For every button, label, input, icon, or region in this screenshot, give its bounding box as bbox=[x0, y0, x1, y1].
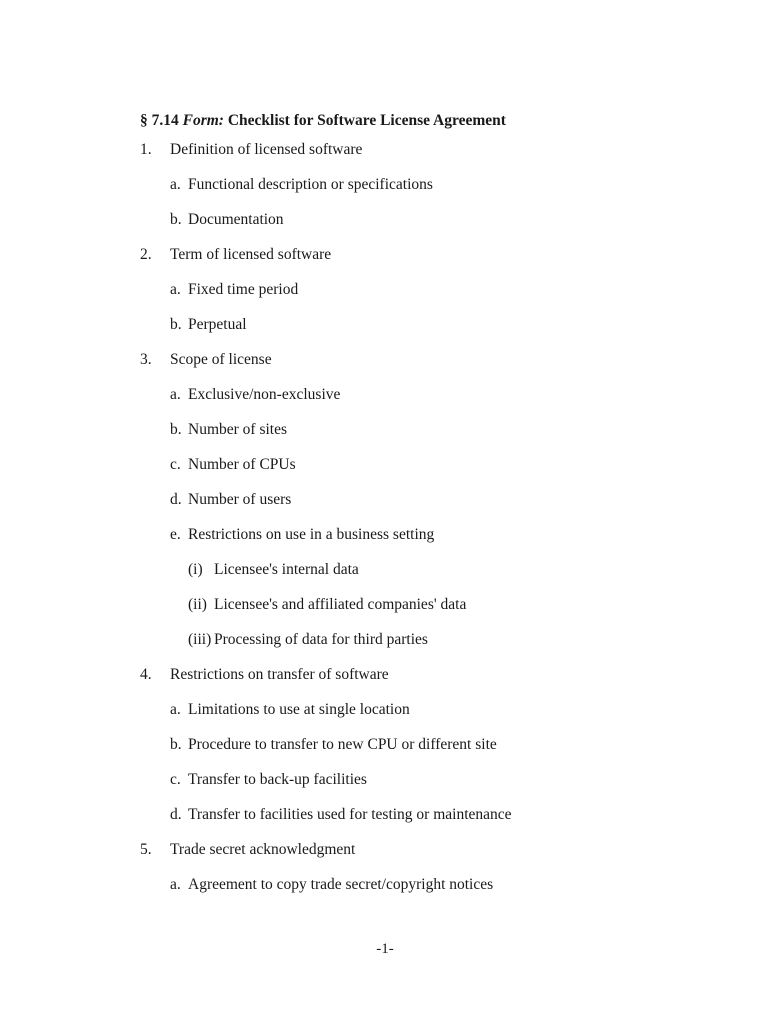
item-text: Documentation bbox=[188, 210, 284, 228]
item-text: Trade secret acknowledgment bbox=[170, 840, 356, 858]
checklist-item bbox=[140, 657, 710, 692]
checklist-item bbox=[170, 692, 710, 727]
item-text: Term of licensed software bbox=[170, 245, 332, 263]
item-text: Restrictions on transfer of software bbox=[170, 665, 389, 683]
item-marker: a. bbox=[170, 175, 181, 193]
checklist-item bbox=[170, 447, 710, 482]
checklist-item bbox=[140, 832, 710, 867]
item-text: Licensee's and affiliated companies' data bbox=[214, 595, 467, 613]
item-marker: d. bbox=[170, 805, 182, 823]
item-text: Definition of licensed software bbox=[170, 140, 363, 158]
item-text: Transfer to back-up facilities bbox=[188, 770, 367, 788]
item-marker: a. bbox=[170, 875, 181, 893]
item-text: Perpetual bbox=[188, 315, 247, 333]
item-text: Transfer to facilities used for testing or maintenance bbox=[188, 805, 512, 823]
page-number: -1- bbox=[376, 941, 394, 957]
item-marker: e. bbox=[170, 525, 181, 543]
item-text: Procedure to transfer to new CPU or different site bbox=[188, 735, 497, 753]
item-marker: 5. bbox=[140, 840, 152, 858]
item-text: Scope of license bbox=[170, 350, 272, 368]
checklist-item bbox=[170, 307, 710, 342]
checklist-item bbox=[170, 202, 710, 237]
item-text: Limitations to use at single location bbox=[188, 700, 410, 718]
checklist-item bbox=[140, 132, 710, 167]
item-text: Licensee's internal data bbox=[214, 560, 359, 578]
checklist-item bbox=[188, 552, 710, 587]
checklist-item bbox=[188, 622, 710, 657]
checklist-item bbox=[188, 587, 710, 622]
item-text: Exclusive/non-exclusive bbox=[188, 385, 341, 403]
title-text: Checklist for Software License Agreement bbox=[227, 112, 506, 129]
checklist-item bbox=[170, 727, 710, 762]
checklist-item bbox=[170, 867, 710, 902]
item-marker: 4. bbox=[140, 665, 152, 683]
item-marker: d. bbox=[170, 490, 182, 508]
item-text: Number of users bbox=[188, 490, 292, 508]
item-text: Restrictions on use in a business setting bbox=[188, 525, 435, 543]
item-marker: b. bbox=[170, 210, 182, 228]
section-number: § 7.14 bbox=[140, 112, 179, 129]
form-label: Form: bbox=[182, 112, 224, 129]
checklist-item bbox=[170, 412, 710, 447]
item-marker: b. bbox=[170, 315, 182, 333]
item-text: Number of sites bbox=[188, 420, 288, 438]
checklist-item bbox=[140, 237, 710, 272]
item-marker: 2. bbox=[140, 245, 152, 263]
checklist-item bbox=[170, 762, 710, 797]
item-marker: c. bbox=[170, 770, 181, 788]
item-marker: a. bbox=[170, 385, 181, 403]
item-text: Agreement to copy trade secret/copyright notices bbox=[188, 875, 494, 893]
checklist-item bbox=[140, 342, 710, 377]
item-marker: b. bbox=[170, 420, 182, 438]
checklist bbox=[140, 132, 710, 902]
item-marker: 1. bbox=[140, 140, 152, 158]
checklist-item bbox=[170, 517, 710, 552]
item-marker: c. bbox=[170, 455, 181, 473]
item-text: Processing of data for third parties bbox=[214, 630, 428, 648]
item-marker: a. bbox=[170, 280, 181, 298]
page-title bbox=[140, 110, 690, 132]
item-marker: (ii) bbox=[188, 595, 207, 613]
item-text: Fixed time period bbox=[188, 280, 299, 298]
item-marker: a. bbox=[170, 700, 181, 718]
checklist-item bbox=[170, 482, 710, 517]
checklist-item bbox=[170, 272, 710, 307]
item-marker: (i) bbox=[188, 560, 203, 578]
item-text: Functional description or specifications bbox=[188, 175, 433, 193]
checklist-item bbox=[170, 377, 710, 412]
item-marker: (iii) bbox=[188, 630, 212, 648]
item-text: Number of CPUs bbox=[188, 455, 296, 473]
item-marker: b. bbox=[170, 735, 182, 753]
checklist-item bbox=[170, 797, 710, 832]
item-marker: 3. bbox=[140, 350, 152, 368]
checklist-item bbox=[170, 167, 710, 202]
